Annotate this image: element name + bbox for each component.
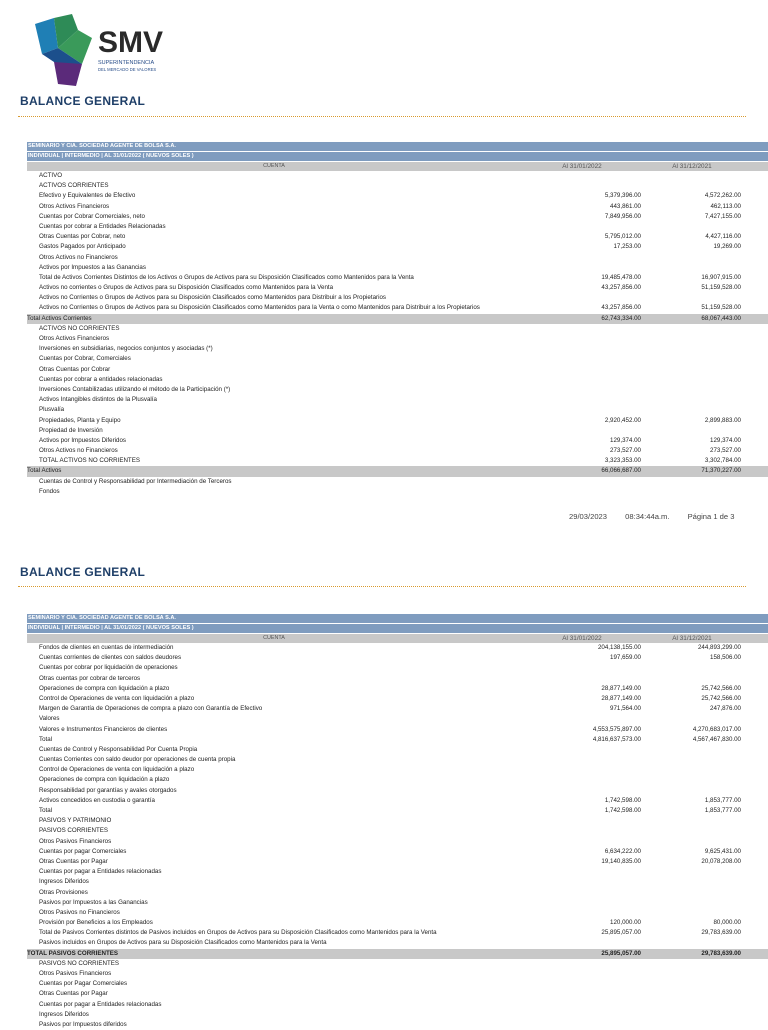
row-value-a: 6,634,222.00 xyxy=(604,847,641,855)
row-label: Activos no Corrientes o Grupos de Activos para su Disposición Clasificados como Mantenidos para Distribuir a los Propietarios xyxy=(39,294,387,302)
row-value-b: 9,625,431.00 xyxy=(704,847,741,855)
row-label: Inversiones Contabilizadas utilizando el método de la Participación (*) xyxy=(39,385,231,393)
row-value-a: 204,138,155.00 xyxy=(597,644,641,651)
table-row xyxy=(27,786,768,796)
row-label: Activos por Impuestos a las Ganancias xyxy=(39,263,146,271)
row-label: Total de Activos Corrientes Distintos de los Activos o Grupos de Activos para su Disposición Clasificados como Mantenidos para la Venta xyxy=(39,273,414,281)
table-row xyxy=(27,334,768,344)
page1-title: BALANCE GENERAL xyxy=(20,94,146,108)
table-row xyxy=(27,202,768,212)
table-row xyxy=(27,796,768,806)
row-value-b: 29,783,639.00 xyxy=(701,929,741,937)
table-row xyxy=(27,663,768,673)
table-row xyxy=(27,487,768,497)
table-row xyxy=(27,191,768,201)
row-label: Ingresos Diferidos xyxy=(39,1010,89,1018)
row-label: Cuentas de Control y Responsabilidad Por Cuenta Propia xyxy=(39,745,198,753)
row-label: Otras Provisiones xyxy=(39,888,88,896)
row-value-b: 1,853,777.00 xyxy=(704,807,741,814)
row-value-b: 247,876.00 xyxy=(710,705,741,713)
table-row xyxy=(27,775,768,785)
table-row xyxy=(27,816,768,826)
table-row xyxy=(27,806,768,816)
row-label: Cuentas por pagar Comerciales xyxy=(39,847,127,855)
page-footer xyxy=(569,512,734,521)
row-value-a: 28,877,149.00 xyxy=(601,694,641,702)
table-row xyxy=(27,898,768,908)
table-row xyxy=(27,714,768,724)
table-row xyxy=(27,745,768,755)
row-label: Total Activos xyxy=(27,466,521,476)
row-value-b: 7,427,155.00 xyxy=(704,212,741,220)
row-label: Plusvalía xyxy=(39,406,65,414)
table-row xyxy=(27,171,768,181)
table-row xyxy=(27,959,768,969)
table-row xyxy=(27,222,768,232)
table-row xyxy=(27,949,768,959)
row-label: PASIVOS NO CORRIENTES xyxy=(39,959,119,967)
row-value-a: 443,861.00 xyxy=(610,202,641,210)
row-value-b: 2,899,883.00 xyxy=(704,416,741,424)
row-value-b: 4,567,467,830.00 xyxy=(692,735,741,743)
footer-page: Página 1 de 3 xyxy=(687,512,735,521)
page2-table xyxy=(27,614,768,1030)
row-label: Provisión por Beneficios a los Empleados xyxy=(39,919,153,927)
report-header: INDIVIDUAL | INTERMEDIO | AL 31/01/2022 ( NUEVOS SOLES ) xyxy=(27,152,768,161)
row-label: ACTIVOS NO CORRIENTES xyxy=(39,324,120,332)
col-period-a: Al 31/01/2022 xyxy=(562,163,602,170)
table-row xyxy=(27,365,768,375)
report-header: INDIVIDUAL | INTERMEDIO | AL 31/01/2022 ( NUEVOS SOLES ) xyxy=(27,624,768,633)
row-value-a: 1,742,598.00 xyxy=(604,796,641,804)
row-label: Cuentas por Pagar Comerciales xyxy=(39,980,128,988)
row-label: Otros Activos Financieros xyxy=(39,202,110,210)
table-row xyxy=(27,684,768,694)
table-row xyxy=(27,263,768,273)
table-row xyxy=(27,426,768,436)
row-value-b: 80,000.00 xyxy=(713,919,741,927)
row-label: Cuentas por pagar a Entidades relacionadas xyxy=(39,868,162,876)
logo-text: SMV xyxy=(98,26,164,59)
table-row xyxy=(27,888,768,898)
table-row xyxy=(27,395,768,405)
smv-logo-mark-icon xyxy=(32,14,172,88)
row-label: Cuentas Corrientes con saldo deudor por operaciones de cuenta propia xyxy=(39,756,236,764)
row-value-a: 2,920,452.00 xyxy=(604,416,641,424)
table-row xyxy=(27,755,768,765)
table-row xyxy=(27,283,768,293)
table-row xyxy=(27,344,768,354)
row-label: Control de Operaciones de venta con liquidación a plazo xyxy=(39,694,195,702)
row-value-b: 51,159,528.00 xyxy=(701,284,741,292)
table-row xyxy=(27,837,768,847)
row-label: Pasivos incluidos en Grupos de Activos para su Disposición Clasificados como Mantenidos para la Venta xyxy=(39,939,327,947)
row-label: Activos Intangibles distintos de la Plusvalía xyxy=(39,396,157,404)
row-label: PASIVOS Y PATRIMONIO xyxy=(39,817,112,825)
row-label: Control de Operaciones de venta con liquidación a plazo xyxy=(39,766,195,774)
row-value-a: 197,659.00 xyxy=(610,654,641,662)
table-row xyxy=(27,375,768,385)
table-row xyxy=(27,826,768,836)
row-label: Otras Cuentas por Cobrar, neto xyxy=(39,233,126,241)
row-value-b: 129,374.00 xyxy=(710,436,741,444)
row-value-b: 20,078,208.00 xyxy=(701,857,741,865)
company-header: SEMINARIO Y CIA. SOCIEDAD AGENTE DE BOLSA S.A. xyxy=(27,142,768,151)
table-row xyxy=(27,908,768,918)
table-row xyxy=(27,436,768,446)
row-label: Pasivos por Impuestos a las Ganancias xyxy=(39,898,148,906)
row-value-a: 19,485,478.00 xyxy=(601,273,641,281)
row-label: Cuentas corrientes de clientes con saldos deudores xyxy=(39,654,182,662)
row-value-b: 16,907,915.00 xyxy=(701,273,741,281)
col-period-b: Al 31/12/2021 xyxy=(672,163,712,170)
table-row xyxy=(27,456,768,466)
row-label: ACTIVOS CORRIENTES xyxy=(39,182,109,190)
row-label: Cuentas de Control y Responsabilidad por Intermediación de Terceros xyxy=(39,477,232,485)
row-value-b: 51,159,528.00 xyxy=(701,304,741,312)
table-row xyxy=(27,1010,768,1020)
row-value-b: 158,506.00 xyxy=(710,654,741,662)
table-row xyxy=(27,979,768,989)
page1-table xyxy=(27,142,768,497)
table-row xyxy=(27,847,768,857)
table-row xyxy=(27,212,768,222)
row-label: Cuentas por Cobrar Comerciales, neto xyxy=(39,212,145,220)
col-period-b: Al 31/12/2021 xyxy=(672,635,712,642)
row-value-b: 3,302,784.00 xyxy=(704,457,741,465)
row-label: Activos concedidos en custodia o garantía xyxy=(39,796,155,804)
table-row xyxy=(27,324,768,334)
table-row xyxy=(27,253,768,263)
row-label: Activos no Corrientes o Grupos de Activos para su Disposición Clasificados como Mantenidos para la Venta o como Mantenidos para Distribuir a los Propietarios xyxy=(39,304,480,312)
logo-sub2: DEL MERCADO DE VALORES xyxy=(98,67,157,72)
table-row xyxy=(27,765,768,775)
footer-time: 08:34:44a.m. xyxy=(625,512,670,521)
row-label: TOTAL PASIVOS CORRIENTES xyxy=(27,949,521,959)
row-value-a: 43,257,856.00 xyxy=(601,304,641,312)
row-value-b: 244,893,299.00 xyxy=(697,644,741,651)
column-header-row xyxy=(27,634,768,643)
row-value-a: 3,323,353.00 xyxy=(604,457,641,465)
row-label: Fondos xyxy=(39,487,60,495)
logo-sub1: SUPERINTENDENCIA xyxy=(98,60,155,66)
company-header: SEMINARIO Y CIA. SOCIEDAD AGENTE DE BOLSA S.A. xyxy=(27,614,768,623)
table-row xyxy=(27,938,768,948)
row-value-a: 120,000.00 xyxy=(610,919,641,927)
row-value-b: 68,067,443.00 xyxy=(701,314,741,322)
row-value-a: 17,253.00 xyxy=(613,243,641,251)
row-label: Propiedades, Planta y Equipo xyxy=(39,416,121,424)
table-row xyxy=(27,674,768,684)
table-row xyxy=(27,293,768,303)
row-value-b: 4,270,683,017.00 xyxy=(692,725,741,733)
col-period-a: Al 31/01/2022 xyxy=(562,635,602,642)
row-value-b: 1,853,777.00 xyxy=(704,796,741,804)
table-row xyxy=(27,314,768,324)
row-label: Efectivo y Equivalentes de Efectivo xyxy=(39,192,136,200)
table-row xyxy=(27,416,768,426)
row-label: Cuentas por pagar a Entidades relacionadas xyxy=(39,1000,162,1008)
page2-rows xyxy=(27,643,768,1030)
table-row xyxy=(27,385,768,395)
row-label: Otros Pasivos no Financieros xyxy=(39,908,120,916)
table-row xyxy=(27,242,768,252)
row-label: Inversiones en subsidiarias, negocios conjuntos y asociadas (*) xyxy=(39,345,213,353)
table-row xyxy=(27,446,768,456)
table-row xyxy=(27,704,768,714)
column-header-row xyxy=(27,162,768,171)
page1-divider xyxy=(18,116,746,117)
table-row xyxy=(27,877,768,887)
table-row xyxy=(27,928,768,938)
row-value-a: 43,257,856.00 xyxy=(601,284,641,292)
row-value-b: 71,370,227.00 xyxy=(701,467,741,475)
page1-rows xyxy=(27,171,768,497)
row-label: Otros Activos no Financieros xyxy=(39,447,118,455)
row-label: Responsabilidad por garantías y avales otorgados xyxy=(39,786,177,794)
row-label: Activos por Impuestos Diferidos xyxy=(39,436,127,444)
table-row xyxy=(27,181,768,191)
row-value-a: 4,553,575,897.00 xyxy=(592,725,641,733)
row-label: Cuentas por cobrar a Entidades Relacionadas xyxy=(39,222,166,230)
row-value-b: 462,113.00 xyxy=(710,202,741,210)
page2-title: BALANCE GENERAL xyxy=(20,565,146,579)
row-label: Cuentas por Cobrar, Comerciales xyxy=(39,355,131,363)
table-row xyxy=(27,303,768,313)
table-row xyxy=(27,989,768,999)
row-value-a: 19,140,835.00 xyxy=(601,857,641,865)
footer-date: 29/03/2023 xyxy=(569,512,608,521)
table-row xyxy=(27,694,768,704)
table-row xyxy=(27,969,768,979)
row-label: Total de Pasivos Corrientes distintos de Pasivos incluidos en Grupos de Activos para su Disposición Clasificados como Mantenidos para la Venta xyxy=(39,929,437,937)
row-label: Cuentas por cobrar por liquidación de operaciones xyxy=(39,664,178,672)
row-value-b: 273,527.00 xyxy=(710,447,741,455)
table-row xyxy=(27,1020,768,1030)
row-label: Propiedad de Inversión xyxy=(39,426,103,434)
table-row xyxy=(27,725,768,735)
row-label: Pasivos por Impuestos diferidos xyxy=(39,1020,127,1028)
table-row xyxy=(27,354,768,364)
row-label: Cuentas por cobrar a entidades relacionadas xyxy=(39,375,163,383)
row-value-a: 971,564.00 xyxy=(610,705,641,713)
row-label: Total xyxy=(39,807,53,814)
row-label: Activos no corrientes o Grupos de Activos para su Disposición Clasificados como Mantenidos para la Venta xyxy=(39,284,334,292)
row-label: PASIVOS CORRIENTES xyxy=(39,827,108,835)
row-value-b: 4,427,116.00 xyxy=(705,233,741,241)
row-label: Otros Activos no Financieros xyxy=(39,253,118,261)
table-row xyxy=(27,867,768,877)
table-row xyxy=(27,653,768,663)
row-label: Valores e Instrumentos Financieros de clientes xyxy=(39,725,168,733)
table-row xyxy=(27,1000,768,1010)
row-label: Total Activos Corrientes xyxy=(27,314,521,324)
row-value-a: 28,877,149.00 xyxy=(601,684,641,692)
row-label: Operaciones de compra con liquidación a plazo xyxy=(39,776,170,784)
row-value-b: 19,269.00 xyxy=(713,243,741,251)
row-value-a: 62,743,334.00 xyxy=(601,314,641,322)
row-label: Valores xyxy=(39,715,60,723)
row-value-b: 29,783,639.00 xyxy=(701,949,741,957)
row-value-a: 1,742,598.00 xyxy=(604,807,641,814)
row-label: Otras Cuentas por Cobrar xyxy=(39,365,111,373)
row-label: ACTIVO xyxy=(39,172,63,179)
row-value-b: 25,742,566.00 xyxy=(701,694,741,702)
col-cuenta: CUENTA xyxy=(263,635,285,641)
row-value-a: 7,849,956.00 xyxy=(604,212,641,220)
row-label: Otros Activos Financieros xyxy=(39,335,110,342)
row-label: Gastos Pagados por Anticipado xyxy=(39,243,126,251)
row-label: Margen de Garantía de Operaciones de compra a plazo con Garantía de Efectivo xyxy=(39,705,263,713)
row-label: Ingresos Diferidos xyxy=(39,878,89,886)
row-label: Otras Cuentas por Pagar xyxy=(39,857,108,865)
row-value-a: 66,066,687.00 xyxy=(601,467,641,475)
row-value-a: 273,527.00 xyxy=(610,447,641,455)
table-row xyxy=(27,232,768,242)
row-value-a: 4,816,637,573.00 xyxy=(592,735,641,743)
page2-divider xyxy=(18,586,746,587)
row-label: TOTAL ACTIVOS NO CORRIENTES xyxy=(39,457,140,465)
col-cuenta: CUENTA xyxy=(263,163,285,169)
row-label: Fondos de clientes en cuentas de intermediación xyxy=(39,644,174,651)
row-value-a: 25,895,057.00 xyxy=(601,949,641,957)
row-value-a: 5,379,396.00 xyxy=(604,192,641,200)
row-label: Operaciones de compra con liquidación a plazo xyxy=(39,684,170,692)
row-label: Otras cuentas por cobrar de terceros xyxy=(39,674,141,682)
table-row xyxy=(27,466,768,476)
row-label: Total xyxy=(39,735,53,743)
table-row xyxy=(27,643,768,653)
smv-logo xyxy=(32,14,172,88)
row-value-a: 25,895,057.00 xyxy=(601,929,641,937)
row-label: Otros Pasivos Financieros xyxy=(39,837,112,845)
row-label: Otras Cuentas por Pagar xyxy=(39,990,108,998)
table-row xyxy=(27,918,768,928)
table-row xyxy=(27,857,768,867)
row-value-b: 25,742,566.00 xyxy=(701,684,741,692)
row-value-a: 129,374.00 xyxy=(610,436,641,444)
table-row xyxy=(27,735,768,745)
row-value-b: 4,572,262.00 xyxy=(704,192,741,200)
row-label: Otros Pasivos Financieros xyxy=(39,970,112,977)
table-row xyxy=(27,273,768,283)
row-value-a: 5,795,012.00 xyxy=(604,233,641,241)
table-row xyxy=(27,405,768,415)
table-row xyxy=(27,477,768,487)
